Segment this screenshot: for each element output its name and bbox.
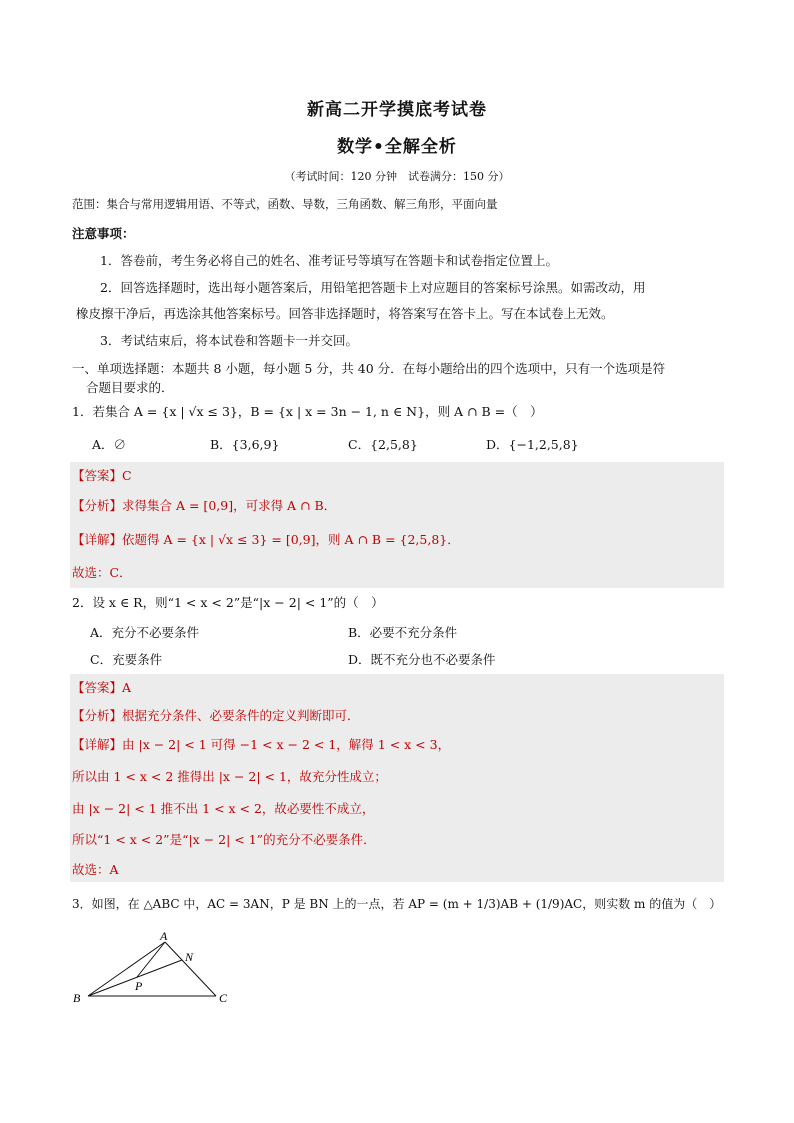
q1-option-d: D．{−1,2,5,8} <box>486 437 579 452</box>
q2-detail-line: 所以由 1 < x < 2 推得出 |x − 2| < 1，故充分性成立； <box>72 769 387 784</box>
side-ab <box>88 942 165 996</box>
q1-conclusion: 故选：C． <box>72 565 132 580</box>
q2-answer <box>72 678 131 696</box>
q2-option-d: D．既不充分也不必要条件 <box>348 652 496 667</box>
section-heading-cont: 合题目要求的． <box>86 380 174 395</box>
notice-heading: 注意事项： <box>72 226 135 241</box>
notice-item: 3．考试结束后，将本试卷和答题卡一并交回。 <box>100 333 358 348</box>
point-label-p: P <box>135 979 143 993</box>
notice-item: 橡皮擦干净后，再选涂其他答案标号。回答非选择题时，将答案写在答卡上。写在本试卷上无效。 <box>76 306 614 321</box>
time-info: （考试时间：120 分钟 试卷满分：150 分） <box>284 170 510 183</box>
q2-option-a: A．充分不必要条件 <box>90 625 200 640</box>
q2-detail <box>72 735 450 753</box>
q2-conclusion: 故选：A <box>72 862 119 877</box>
exam-scope: 范围：集合与常用逻辑用语、不等式，函数、导数，三角函数、解三角形，平面向量 <box>72 197 498 211</box>
triangle-figure <box>70 930 250 1010</box>
question-3-stem: 3．如图，在 △ABC 中，AC = 3AN，P 是 BN 上的一点，若 AP = (m + 1/3)AB + (1/9)AC，则实数 m 的值为（ ） <box>72 897 722 911</box>
q1-option-b: B．{3,6,9} <box>210 437 280 452</box>
analysis-text: 根据充分条件、必要条件的定义判断即可． <box>122 708 360 723</box>
exam-subtitle: 数学•全解全析 <box>337 137 457 157</box>
q2-option-b: B．必要不充分条件 <box>348 625 458 640</box>
q1-solution-box <box>70 462 724 588</box>
q2-detail-line: 所以“1 < x < 2”是“|x − 2| < 1”的充分不必要条件． <box>72 832 376 847</box>
section-heading: 一、单项选择题：本题共 8 小题，每小题 5 分，共 40 分．在每小题给出的四个选项中，只有一个选项是符 <box>72 361 666 376</box>
question-1-stem: 1．若集合 A = {x | √x ≤ 3}，B = {x | x = 3n − 1, n ∈ N}，则 A ∩ B =（ ） <box>72 404 543 419</box>
q1-option-c: C．{2,5,8} <box>348 437 418 452</box>
detail-text: 由 |x − 2| < 1 可得 −1 < x − 2 < 1，解得 1 < x < 3， <box>122 737 451 752</box>
answer-value: C <box>122 468 132 483</box>
answer-label: 【答案】 <box>72 680 123 695</box>
answer-value: A <box>122 680 132 695</box>
question-2-stem: 2．设 x ∈ R，则“1 < x < 2”是“|x − 2| < 1”的（ ） <box>72 595 384 610</box>
analysis-label: 【分析】 <box>72 498 123 513</box>
q2-option-c: C．充要条件 <box>90 652 163 667</box>
exam-title: 新高二开学摸底考试卷 <box>307 100 487 120</box>
q1-analysis <box>72 496 336 514</box>
q1-detail <box>72 530 460 548</box>
vertex-label-a: A <box>160 930 168 943</box>
notice-item: 1．答卷前，考生务必将自己的姓名、准考证号等填写在答题卡和试卷指定位置上。 <box>100 253 558 268</box>
detail-label: 【详解】 <box>72 532 123 547</box>
answer-label: 【答案】 <box>72 468 123 483</box>
q2-analysis <box>72 706 360 724</box>
q1-answer <box>72 466 132 484</box>
notice-item: 2．回答选择题时，选出每小题答案后，用铅笔把答题卡上对应题目的答案标号涂黑。如需改动，用 <box>100 280 646 295</box>
vertex-label-b: B <box>73 991 81 1005</box>
analysis-label: 【分析】 <box>72 708 123 723</box>
point-label-n: N <box>185 950 194 964</box>
detail-text: 依题得 A = {x | √x ≤ 3} = [0,9]，则 A ∩ B = {2,5,8}． <box>122 532 460 547</box>
detail-label: 【详解】 <box>72 737 123 752</box>
q2-detail-line: 由 |x − 2| < 1 推不出 1 < x < 2，故必要性不成立， <box>72 801 375 816</box>
analysis-text: 求得集合 A = [0,9]，可求得 A ∩ B． <box>122 498 337 513</box>
q1-option-a: A．∅ <box>92 437 127 452</box>
vertex-label-c: C <box>219 991 228 1005</box>
